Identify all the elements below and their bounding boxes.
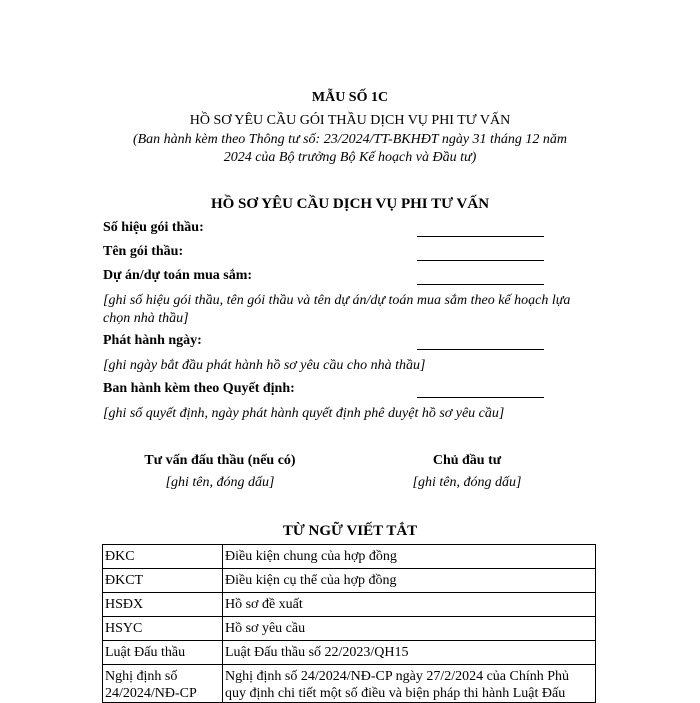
abbr-cell: HSĐX (103, 593, 223, 617)
package-number-blank (417, 221, 544, 237)
document-type: HỒ SƠ YÊU CẦU GÓI THẦU DỊCH VỤ PHI TƯ VẤN (189, 113, 511, 128)
meaning-cell: Điều kiện chung của hợp đồng (223, 545, 596, 569)
consultant-hint: [ghi tên, đóng dấu] (165, 475, 275, 490)
form-number: MẪU SỐ 1C (311, 90, 389, 105)
consultant-signature (100, 453, 340, 491)
abbreviations-title: TỪ NGỮ VIẾT TẮT (282, 523, 418, 539)
abbr-cell: ĐKCT (103, 569, 223, 593)
consultant-role: Tư vấn đấu thầu (nếu có) (144, 453, 296, 468)
meaning-cell: Luật Đấu thầu số 22/2023/QH15 (223, 641, 596, 665)
investor-hint: [ghi tên, đóng dấu] (412, 475, 522, 490)
decision-instruction: [ghi số quyết định, ngày phát hành quyết định phê duyệt hồ sơ yêu cầu] (103, 406, 505, 421)
issue-date-instruction: [ghi ngày bắt đầu phát hành hồ sơ yêu cầu cho nhà thầu] (103, 358, 426, 373)
table-row (103, 641, 596, 665)
issued-note-line1: (Ban hành kèm theo Thông tư số: 23/2024/TT-BKHĐT ngày 31 tháng 12 năm (132, 132, 568, 147)
investor-signature (347, 453, 587, 491)
meaning-cell: Hồ sơ yêu cầu (223, 617, 596, 641)
table-row (103, 617, 596, 641)
package-name-blank (417, 245, 544, 261)
table-row (103, 569, 596, 593)
abbr-cell: Nghị định số 24/2024/NĐ-CP (103, 665, 223, 703)
meaning-cell: Nghị định số 24/2024/NĐ-CP ngày 27/2/2024 của Chính Phủ quy định chi tiết một số điều và biện pháp thi hành Luật Đấu (223, 665, 596, 703)
meaning-cell: Hồ sơ đề xuất (223, 593, 596, 617)
investor-role: Chủ đầu tư (432, 453, 502, 468)
project-label: Dự án/dự toán mua sắm: (103, 268, 253, 283)
abbr-cell: Luật Đấu thầu (103, 641, 223, 665)
issued-note-line2: 2024 của Bộ trưởng Bộ Kế hoạch và Đầu tư) (223, 150, 477, 165)
meaning-cell: Điều kiện cụ thể của hợp đồng (223, 569, 596, 593)
table-row (103, 545, 596, 569)
package-instruction: [ghi số hiệu gói thầu, tên gói thầu và tên dự án/dự toán mua sắm theo kế hoạch lựa chọn nhà thầu] (103, 293, 571, 326)
issue-date-blank (417, 334, 544, 350)
package-name-label: Tên gói thầu: (103, 244, 184, 259)
main-title: HỒ SƠ YÊU CẦU DỊCH VỤ PHI TƯ VẤN (210, 196, 490, 212)
table-row (103, 593, 596, 617)
abbreviations-table (102, 544, 596, 703)
project-blank (417, 269, 544, 285)
decision-label: Ban hành kèm theo Quyết định: (103, 381, 295, 396)
table-row (103, 665, 596, 703)
abbr-cell: HSYC (103, 617, 223, 641)
decision-blank (417, 382, 544, 398)
abbr-cell: ĐKC (103, 545, 223, 569)
package-number-label: Số hiệu gói thầu: (103, 220, 204, 235)
issued-note (0, 131, 700, 167)
issue-date-label: Phát hành ngày: (103, 333, 202, 348)
